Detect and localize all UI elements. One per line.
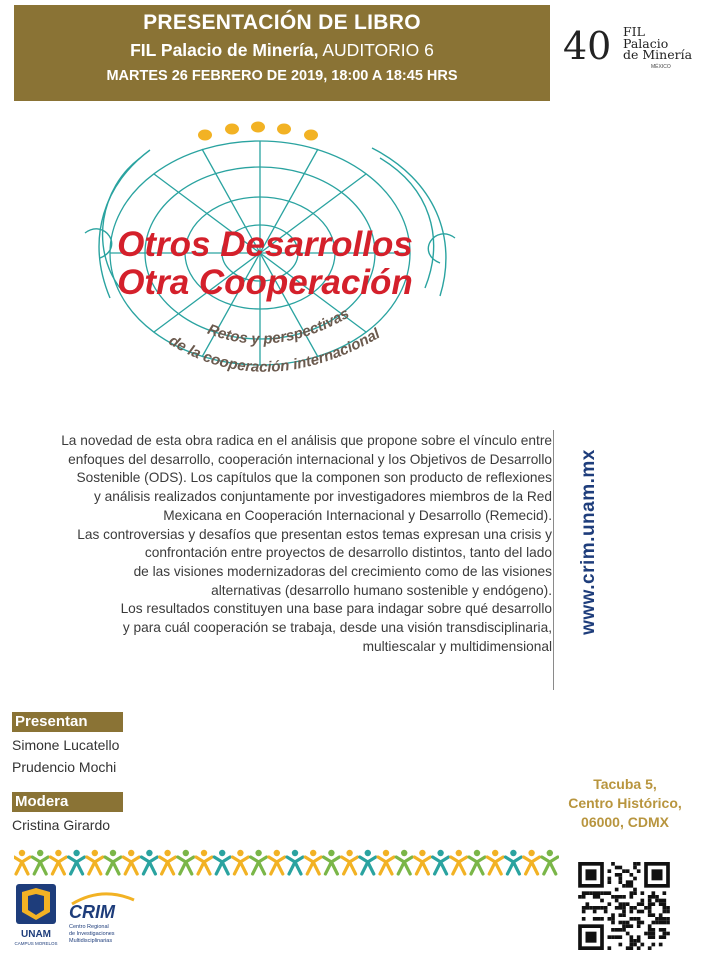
person-figure-icon (32, 850, 48, 874)
person-figure-icon (269, 850, 285, 874)
person-figure-icon (287, 850, 303, 874)
fil-logo (563, 22, 698, 72)
description-line: confrontación entre proyectos de desarrollo distintos, tanto del lado (144, 545, 552, 561)
unam-logo-subtext: CAMPUS MORELOS (14, 941, 58, 946)
person-figure-icon (414, 850, 430, 874)
institution-logos (14, 882, 164, 948)
person-figure-icon (342, 850, 358, 874)
person-figure-icon (305, 850, 321, 874)
description-line: alternativas (desarrollo humano sostenible y endógeno). (211, 582, 552, 598)
event-datetime: MARTES 26 FEBRERO DE 2019, 18:00 A 18:45 HRS (106, 68, 458, 84)
book-title-line2: Otra Cooperación (117, 263, 413, 302)
crim-logo-text: CRIM (69, 902, 115, 922)
event-address: Tacuba 5, Centro Histórico, 06000, CDMX (568, 776, 682, 830)
svg-text:de Investigaciones: de Investigaciones (69, 931, 115, 937)
description-line: y para cuál cooperación se trabaja, desde una visión transdisciplinaria, (122, 620, 552, 636)
website-url[interactable]: www.crim.unam.mx (578, 449, 599, 635)
person-figure-icon (160, 850, 176, 874)
unam-logo-icon (16, 884, 56, 924)
book-title-line1: Otros Desarrollos (117, 225, 413, 264)
person-figure-icon (505, 850, 521, 874)
modera-label: Modera (12, 792, 123, 812)
event-banner (14, 5, 550, 101)
person-figure-icon (469, 850, 485, 874)
presenter-name: Simone Lucatello (12, 737, 120, 753)
person-figure-icon (14, 850, 30, 874)
person-figure-icon (69, 850, 85, 874)
event-venue: FIL Palacio de Minería, AUDITORIO 6 (130, 40, 434, 60)
description-line: Mexicana en Cooperación Internacional y Desarrollo (Remecid). (163, 507, 552, 523)
description-line: y análisis realizados conjuntamente por investigadores miembros de la Red (93, 489, 552, 505)
person-figure-icon (524, 850, 540, 874)
presenter-name: Prudencio Mochi (12, 759, 117, 775)
description-line: de las visiones modernizadoras del crecimiento como de las visiones (133, 563, 552, 579)
presentan-label: Presentan (12, 712, 123, 732)
fil-logo-text: FIL Palacio de Minería (623, 24, 693, 62)
person-figure-icon (433, 850, 449, 874)
event-type: PRESENTACIÓN DE LIBRO (143, 11, 421, 34)
divider (553, 430, 554, 690)
description-line: Los resultados constituyen una base para indagar sobre qué desarrollo (120, 601, 552, 617)
book-subtitle-line1: Retos y perspectivas (205, 304, 353, 348)
gold-dots (198, 122, 318, 141)
svg-text:Multidisciplinarias: Multidisciplinarias (69, 938, 113, 944)
person-figure-icon (50, 850, 66, 874)
person-figure-icon (123, 850, 139, 874)
qr-code[interactable] (578, 862, 670, 950)
person-figure-icon (87, 850, 103, 874)
people-figures-decoration (14, 848, 559, 876)
description-line: Las controversias y desafíos que presentan estos temas expresan una crisis y (77, 526, 552, 542)
person-figure-icon (196, 850, 212, 874)
unam-logo-text: UNAM (21, 929, 51, 940)
person-figure-icon (396, 850, 412, 874)
fil-logo-country: MÉXICO (651, 64, 671, 70)
description-line: La novedad de esta obra radica en el análisis que propone sobre el vínculo entre (61, 433, 552, 448)
person-figure-icon (178, 850, 194, 874)
fil-logo-number: 40 (563, 24, 612, 68)
person-figure-icon (360, 850, 376, 874)
person-figure-icon (378, 850, 394, 874)
person-figure-icon (487, 850, 503, 874)
person-figure-icon (214, 850, 230, 874)
person-figure-icon (141, 850, 157, 874)
person-figure-icon (542, 850, 558, 874)
svg-text:Centro Regional: Centro Regional (69, 924, 109, 930)
description-line: multiescalar y multidimensional (362, 638, 552, 654)
person-figure-icon (251, 850, 267, 874)
person-figure-icon (232, 850, 248, 874)
book-description (12, 432, 552, 656)
book-emblem (80, 118, 460, 418)
description-line: enfoques del desarrollo, cooperación internacional y los Objetivos de Desarrollo (68, 451, 552, 467)
moderator-name: Cristina Girardo (12, 817, 111, 833)
description-line: Sostenible (ODS). Los capítulos que la componen son producto de reflexiones (76, 470, 552, 486)
person-figure-icon (105, 850, 121, 874)
person-figure-icon (451, 850, 467, 874)
book-subtitle-line2: de la cooperación internacional (165, 325, 383, 376)
person-figure-icon (323, 850, 339, 874)
